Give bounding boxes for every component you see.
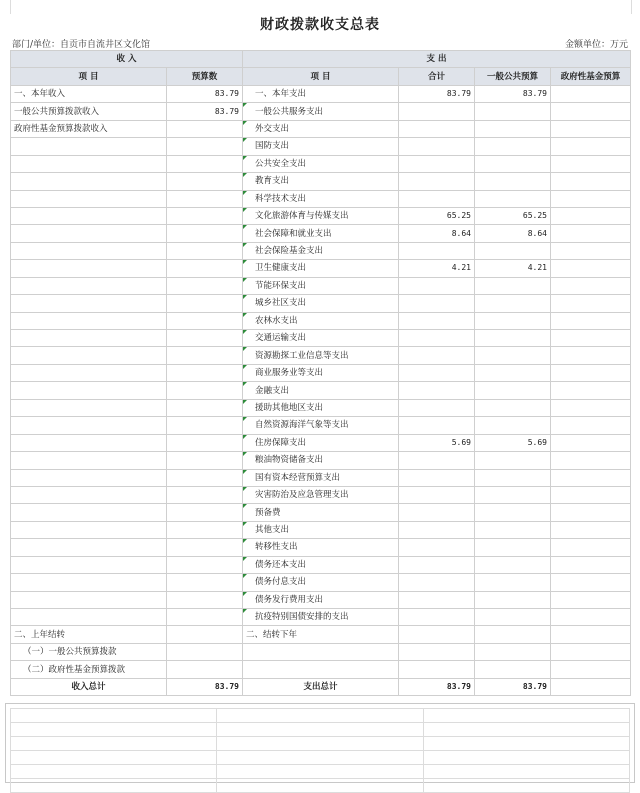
income-budget-cell (167, 591, 243, 608)
total-cell (399, 364, 475, 381)
totals-row (11, 678, 631, 695)
table-row (11, 295, 631, 312)
general-budget-cell (475, 330, 551, 347)
blank-row (11, 709, 630, 723)
header-row-top (11, 51, 631, 68)
income-item-cell (11, 207, 167, 224)
income-budget-cell (167, 364, 243, 381)
total-cell: 8.64 (399, 225, 475, 242)
fund-budget-cell (551, 277, 631, 294)
blank-row (11, 751, 630, 765)
total-cell (399, 120, 475, 137)
total-cell (399, 138, 475, 155)
total-cell: 83.79 (399, 85, 475, 102)
expense-item-cell: 资源勘探工业信息等支出 (243, 347, 399, 364)
income-budget-cell (167, 626, 243, 643)
blank-cell (217, 709, 423, 723)
income-budget-cell (167, 539, 243, 556)
fund-budget-cell (551, 661, 631, 678)
general-budget-cell (475, 103, 551, 120)
expense-item-cell: 预备费 (243, 504, 399, 521)
table-row (11, 626, 631, 643)
general-budget-cell (475, 138, 551, 155)
general-budget-cell (475, 626, 551, 643)
expense-item-cell: 社会保障和就业支出 (243, 225, 399, 242)
income-item-cell (11, 434, 167, 451)
general-budget-cell (475, 364, 551, 381)
total-cell (399, 574, 475, 591)
income-budget-cell (167, 312, 243, 329)
expense-item-cell: 金融支出 (243, 382, 399, 399)
general-budget-cell (475, 486, 551, 503)
total-cell (399, 469, 475, 486)
total-cell (399, 661, 475, 678)
total-cell (399, 626, 475, 643)
table-row (11, 399, 631, 416)
expense-item-cell: 卫生健康支出 (243, 260, 399, 277)
income-item-cell (11, 504, 167, 521)
department-label: 部门/单位：自贡市自流井区文化馆 (12, 40, 151, 50)
general-budget-cell: 65.25 (475, 207, 551, 224)
income-item-cell (11, 469, 167, 486)
general-budget-cell (475, 242, 551, 259)
unit-label: 金额单位：万元 (564, 40, 628, 50)
expense-total-value: 83.79 (399, 678, 475, 695)
blank-cell (423, 737, 629, 751)
col-total: 合计 (399, 68, 475, 85)
table-row (11, 556, 631, 573)
total-cell (399, 643, 475, 660)
expense-item-cell (243, 661, 399, 678)
income-budget-cell (167, 260, 243, 277)
fund-budget-cell (551, 207, 631, 224)
general-budget-cell (475, 643, 551, 660)
income-item-cell: 政府性基金预算拨款收入 (11, 120, 167, 137)
table-row (11, 643, 631, 660)
fund-budget-cell (551, 260, 631, 277)
income-item-cell (11, 330, 167, 347)
table-row (11, 434, 631, 451)
income-item-cell (11, 295, 167, 312)
blank-row (11, 737, 630, 751)
general-budget-cell: 5.69 (475, 434, 551, 451)
table-row (11, 207, 631, 224)
total-cell (399, 242, 475, 259)
expense-item-cell: 节能环保支出 (243, 277, 399, 294)
total-cell (399, 312, 475, 329)
fund-budget-cell (551, 643, 631, 660)
table-row (11, 225, 631, 242)
income-item-cell (11, 591, 167, 608)
general-budget-cell (475, 609, 551, 626)
budget-summary-table (10, 50, 631, 696)
fund-budget-cell (551, 347, 631, 364)
expense-item-cell: 教育支出 (243, 173, 399, 190)
income-budget-cell (167, 173, 243, 190)
income-item-cell: （二）政府性基金预算拨款 (11, 661, 167, 678)
total-cell (399, 103, 475, 120)
fund-budget-cell (551, 330, 631, 347)
income-item-cell (11, 486, 167, 503)
income-budget-cell (167, 330, 243, 347)
total-cell: 65.25 (399, 207, 475, 224)
general-budget-cell (475, 591, 551, 608)
fund-budget-cell (551, 155, 631, 172)
general-total-value: 83.79 (475, 678, 551, 695)
page-title: 财政拨款收支总表 (260, 17, 380, 33)
fund-total-value (551, 678, 631, 695)
table-row (11, 452, 631, 469)
expense-item-cell: 农林水支出 (243, 312, 399, 329)
table-row (11, 591, 631, 608)
table-row (11, 539, 631, 556)
fund-budget-cell (551, 469, 631, 486)
col-income-budget: 预算数 (167, 68, 243, 85)
general-budget-cell (475, 155, 551, 172)
income-total-label: 收入总计 (11, 678, 167, 695)
table-row (11, 521, 631, 538)
fund-budget-cell (551, 539, 631, 556)
table-row (11, 103, 631, 120)
total-cell (399, 556, 475, 573)
table-row (11, 242, 631, 259)
col-income-item: 项 目 (11, 68, 167, 85)
table-row (11, 190, 631, 207)
table-row (11, 85, 631, 102)
table-row (11, 347, 631, 364)
income-budget-cell (167, 521, 243, 538)
income-budget-cell (167, 643, 243, 660)
income-item-cell: 一、本年收入 (11, 85, 167, 102)
blank-cell (423, 751, 629, 765)
total-cell (399, 399, 475, 416)
general-budget-cell (475, 521, 551, 538)
table-row (11, 574, 631, 591)
fund-budget-cell (551, 626, 631, 643)
blank-cell (11, 709, 217, 723)
fund-budget-cell (551, 138, 631, 155)
expense-item-cell: 国防支出 (243, 138, 399, 155)
income-budget-cell (167, 556, 243, 573)
blank-cell (217, 737, 423, 751)
fund-budget-cell (551, 574, 631, 591)
income-item-cell (11, 260, 167, 277)
income-item-cell (11, 277, 167, 294)
income-budget-cell (167, 190, 243, 207)
income-budget-cell (167, 382, 243, 399)
table-row (11, 504, 631, 521)
col-general-budget: 一般公共预算 (475, 68, 551, 85)
income-item-cell (11, 173, 167, 190)
general-budget-cell (475, 661, 551, 678)
expense-item-cell: 商业服务业等支出 (243, 364, 399, 381)
income-item-cell (11, 609, 167, 626)
income-budget-cell: 83.79 (167, 103, 243, 120)
income-item-cell (11, 556, 167, 573)
total-cell (399, 173, 475, 190)
income-item-cell (11, 399, 167, 416)
income-budget-cell (167, 661, 243, 678)
general-budget-cell (475, 347, 551, 364)
total-cell (399, 155, 475, 172)
total-cell (399, 591, 475, 608)
income-budget-cell (167, 242, 243, 259)
table-row (11, 277, 631, 294)
table-row (11, 609, 631, 626)
blank-cell (11, 779, 217, 793)
income-budget-cell: 83.79 (167, 85, 243, 102)
total-cell (399, 277, 475, 294)
table-row (11, 417, 631, 434)
blank-cell (217, 723, 423, 737)
general-budget-cell (475, 312, 551, 329)
blank-grid (10, 708, 630, 793)
general-budget-cell (475, 469, 551, 486)
fund-budget-cell (551, 452, 631, 469)
income-header: 收 入 (11, 51, 243, 68)
income-budget-cell (167, 277, 243, 294)
general-budget-cell (475, 539, 551, 556)
table-row (11, 469, 631, 486)
table-row (11, 173, 631, 190)
total-cell: 4.21 (399, 260, 475, 277)
income-budget-cell (167, 434, 243, 451)
income-item-cell: 二、上年结转 (11, 626, 167, 643)
fund-budget-cell (551, 85, 631, 102)
general-budget-cell (475, 173, 551, 190)
table-row (11, 312, 631, 329)
income-item-cell: 一般公共预算拨款收入 (11, 103, 167, 120)
general-budget-cell (475, 556, 551, 573)
fund-budget-cell (551, 486, 631, 503)
fund-budget-cell (551, 225, 631, 242)
expense-item-cell: 交通运输支出 (243, 330, 399, 347)
expense-item-cell: 科学技术支出 (243, 190, 399, 207)
fund-budget-cell (551, 312, 631, 329)
expense-item-cell: 粮油物资储备支出 (243, 452, 399, 469)
total-cell (399, 347, 475, 364)
total-cell (399, 609, 475, 626)
total-cell (399, 382, 475, 399)
blank-cell (217, 765, 423, 779)
fund-budget-cell (551, 399, 631, 416)
fund-budget-cell (551, 242, 631, 259)
blank-cell (423, 765, 629, 779)
expense-item-cell: 债务付息支出 (243, 574, 399, 591)
income-total-value: 83.79 (167, 678, 243, 695)
income-item-cell (11, 539, 167, 556)
blank-cell (217, 751, 423, 765)
general-budget-cell (475, 504, 551, 521)
income-item-cell (11, 190, 167, 207)
fund-budget-cell (551, 504, 631, 521)
income-budget-cell (167, 120, 243, 137)
income-item-cell (11, 452, 167, 469)
expense-item-cell: 文化旅游体育与传媒支出 (243, 207, 399, 224)
expense-item-cell: 一般公共服务支出 (243, 103, 399, 120)
blank-row (11, 765, 630, 779)
income-budget-cell (167, 417, 243, 434)
income-item-cell (11, 521, 167, 538)
income-item-cell (11, 242, 167, 259)
fund-budget-cell (551, 521, 631, 538)
expense-item-cell: 自然资源海洋气象等支出 (243, 417, 399, 434)
table-row (11, 382, 631, 399)
general-budget-cell (475, 574, 551, 591)
total-cell (399, 295, 475, 312)
general-budget-cell (475, 417, 551, 434)
total-cell (399, 539, 475, 556)
expense-header: 支 出 (243, 51, 631, 68)
table-row (11, 155, 631, 172)
total-cell: 5.69 (399, 434, 475, 451)
table-row (11, 330, 631, 347)
fund-budget-cell (551, 120, 631, 137)
general-budget-cell: 83.79 (475, 85, 551, 102)
income-budget-cell (167, 207, 243, 224)
blank-cell (217, 779, 423, 793)
income-item-cell (11, 312, 167, 329)
expense-item-cell: 二、结转下年 (243, 626, 399, 643)
income-item-cell (11, 138, 167, 155)
total-cell (399, 190, 475, 207)
general-budget-cell (475, 295, 551, 312)
fund-budget-cell (551, 103, 631, 120)
table-row (11, 138, 631, 155)
fund-budget-cell (551, 609, 631, 626)
col-expense-item: 项 目 (243, 68, 399, 85)
blank-cell (11, 737, 217, 751)
income-item-cell: （一）一般公共预算拨款 (11, 643, 167, 660)
income-item-cell (11, 225, 167, 242)
col-fund-budget: 政府性基金预算 (551, 68, 631, 85)
income-item-cell (11, 574, 167, 591)
income-budget-cell (167, 138, 243, 155)
general-budget-cell (475, 190, 551, 207)
total-cell (399, 521, 475, 538)
total-cell (399, 330, 475, 347)
total-cell (399, 486, 475, 503)
blank-row (11, 779, 630, 793)
income-item-cell (11, 364, 167, 381)
expense-item-cell: 外交支出 (243, 120, 399, 137)
blank-cell (11, 765, 217, 779)
blank-cell (423, 779, 629, 793)
table-row (11, 364, 631, 381)
income-item-cell (11, 417, 167, 434)
table-row (11, 661, 631, 678)
income-budget-cell (167, 399, 243, 416)
table-row (11, 120, 631, 137)
total-cell (399, 452, 475, 469)
general-budget-cell: 8.64 (475, 225, 551, 242)
fund-budget-cell (551, 591, 631, 608)
expense-item-cell: 抗疫特别国债安排的支出 (243, 609, 399, 626)
fund-budget-cell (551, 417, 631, 434)
income-item-cell (11, 382, 167, 399)
expense-item-cell: 债务还本支出 (243, 556, 399, 573)
income-budget-cell (167, 295, 243, 312)
income-budget-cell (167, 486, 243, 503)
expense-item-cell: 国有资本经营预算支出 (243, 469, 399, 486)
expense-item-cell: 债务发行费用支出 (243, 591, 399, 608)
general-budget-cell: 4.21 (475, 260, 551, 277)
table-row (11, 260, 631, 277)
fund-budget-cell (551, 295, 631, 312)
income-budget-cell (167, 504, 243, 521)
income-budget-cell (167, 609, 243, 626)
income-budget-cell (167, 347, 243, 364)
expense-item-cell: 其他支出 (243, 521, 399, 538)
expense-item-cell: 公共安全支出 (243, 155, 399, 172)
general-budget-cell (475, 382, 551, 399)
income-item-cell (11, 155, 167, 172)
general-budget-cell (475, 120, 551, 137)
blank-cell (11, 751, 217, 765)
blank-cell (423, 709, 629, 723)
expense-item-cell (243, 643, 399, 660)
fund-budget-cell (551, 364, 631, 381)
expense-item-cell: 援助其他地区支出 (243, 399, 399, 416)
fund-budget-cell (551, 434, 631, 451)
table-row (11, 486, 631, 503)
header-row-columns (11, 68, 631, 85)
expense-item-cell: 社会保险基金支出 (243, 242, 399, 259)
expense-item-cell: 灾害防治及应急管理支出 (243, 486, 399, 503)
general-budget-cell (475, 452, 551, 469)
fund-budget-cell (551, 382, 631, 399)
expense-item-cell: 一、本年支出 (243, 85, 399, 102)
income-budget-cell (167, 452, 243, 469)
blank-cell (11, 723, 217, 737)
sheet-top-edge (10, 0, 632, 14)
income-budget-cell (167, 225, 243, 242)
total-cell (399, 504, 475, 521)
expense-item-cell: 住房保障支出 (243, 434, 399, 451)
income-budget-cell (167, 155, 243, 172)
expense-item-cell: 转移性支出 (243, 539, 399, 556)
fund-budget-cell (551, 556, 631, 573)
total-cell (399, 417, 475, 434)
fund-budget-cell (551, 190, 631, 207)
blank-row (11, 723, 630, 737)
expense-item-cell: 城乡社区支出 (243, 295, 399, 312)
fund-budget-cell (551, 173, 631, 190)
general-budget-cell (475, 399, 551, 416)
expense-total-label: 支出总计 (243, 678, 399, 695)
income-budget-cell (167, 469, 243, 486)
income-budget-cell (167, 574, 243, 591)
general-budget-cell (475, 277, 551, 294)
income-item-cell (11, 347, 167, 364)
blank-cell (423, 723, 629, 737)
